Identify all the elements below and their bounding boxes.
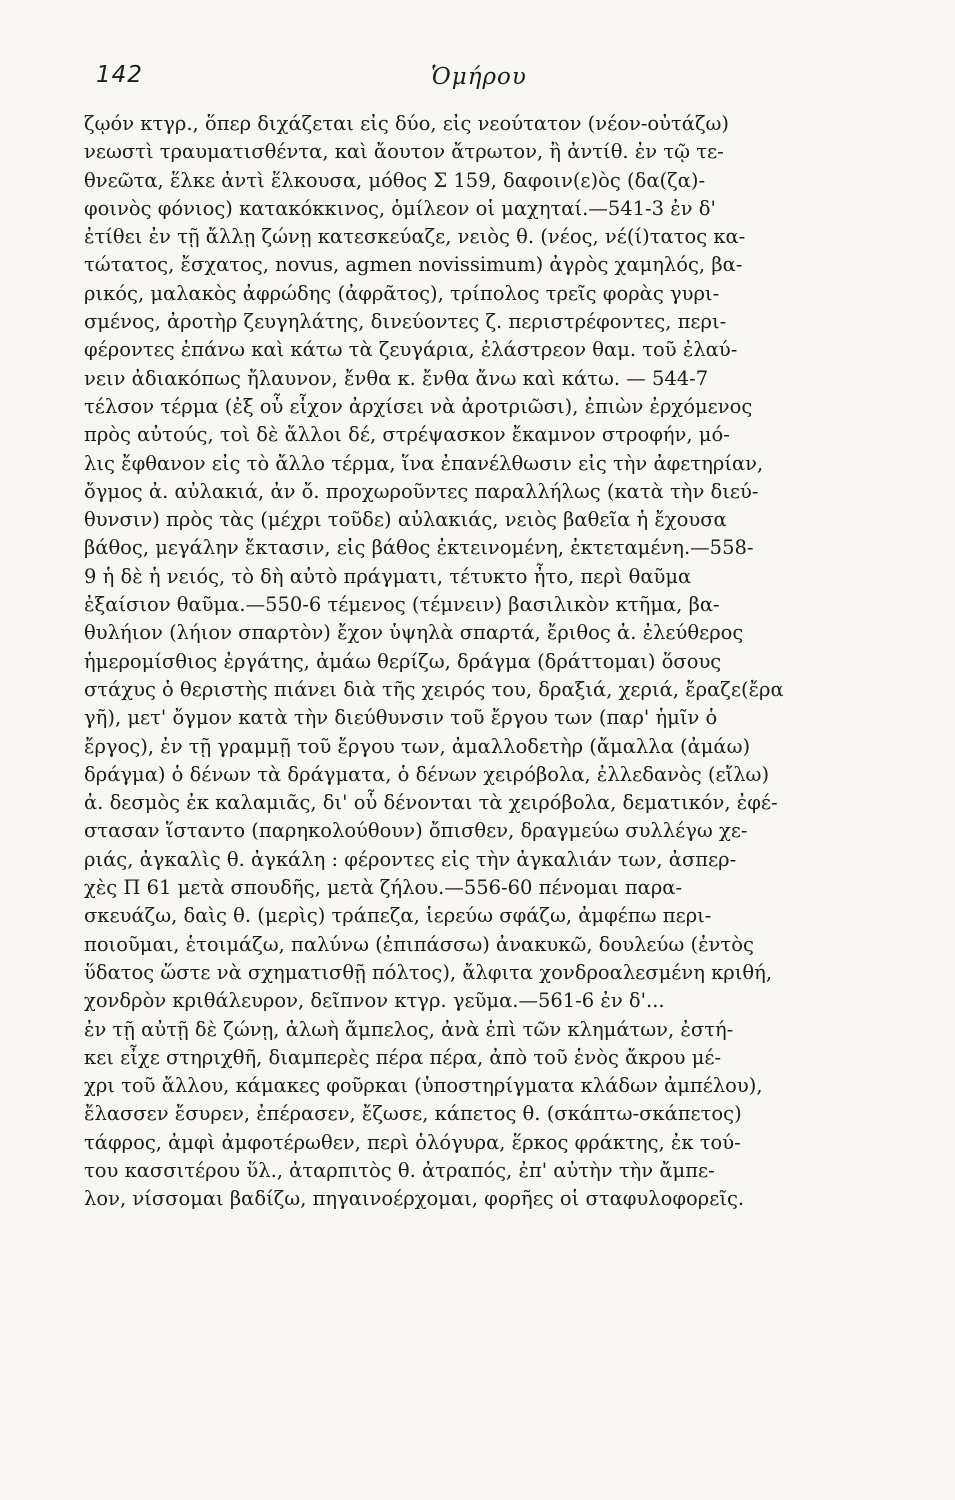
- text-line: ἐτίθει ἐν τῇ ἄλλῃ ζώνῃ κατεσκεύαζε, νειὸς θ. (νέος, νέ(ί)τατος κα-: [84, 225, 746, 249]
- text-line: λις ἔφθανον εἰς τὸ ἄλλο τέρμα, ἵνα ἐπανέλθωσιν εἰς τὴν ἀφετηρίαν,: [84, 451, 764, 475]
- text-line: σκευάζω, δαὶς θ. (μερὶς) τράπεζα, ἱερεύω σφάζω, ἀμφέπω περι-: [84, 904, 712, 928]
- text-line: ἐν τῇ αὐτῇ δὲ ζώνῃ, ἀλωὴ ἄμπελος, ἀνὰ ἐπὶ τῶν κλημάτων, ἐστή-: [84, 1017, 734, 1041]
- text-line: ριάς, ἀγκαλὶς θ. ἀγκάλη : φέροντες εἰς τὴν ἀγκαλιάν των, ἀσπερ-: [84, 847, 737, 871]
- text-line: βάθος, μεγάλην ἔκτασιν, εἰς βάθος ἐκτεινομένη, ἐκτεταμένη.—558-: [84, 536, 754, 560]
- text-line: στάχυς ὁ θεριστὴς πιάνει διὰ τῆς χειρός του, δραξιά, χεριά, ἔραζε(ἔρα: [84, 677, 784, 701]
- text-line: 9 ἡ δὲ ἡ νειός, τὸ δὴ αὐτὸ πράγματι, τέτυκτο ἦτο, περὶ θαῦμα: [84, 564, 692, 588]
- text-line: του κασσιτέρου ὕλ., ἀταρπιτὸς θ. ἀτραπός, ἐπ' αὐτὴν τὴν ἄμπε-: [84, 1158, 715, 1182]
- text-line: κει εἶχε στηριχθῆ, διαμπερὲς πέρα πέρα, ἀπὸ τοῦ ἑνὸς ἄκρου μέ-: [84, 1045, 722, 1069]
- text-line: ἐξαίσιον θαῦμα.—550-6 τέμενος (τέμνειν) βασιλικὸν κτῆμα, βα-: [84, 593, 720, 617]
- page-header: [86, 62, 846, 102]
- commentary-text: [84, 110, 854, 1214]
- text-line: τέλσον τέρμα (ἐξ οὗ εἶχον ἀρχίσει νὰ ἀροτριῶσι), ἐπιὼν ἐρχόμενος: [84, 394, 753, 418]
- text-line: ζῳόν κτγρ., ὅπερ διχάζεται εἰς δύο, εἰς νεούτατον (νέον-οὐτάζω): [84, 112, 730, 135]
- text-line: φοινὸς φόνιος) κατακόκκινος, ὁμίλεον οἱ μαχηταί.—541-3 ἐν δ': [84, 196, 716, 220]
- text-line: χὲς Π 61 μετὰ σπουδῆς, μετὰ ζήλου.—556-60 πένομαι παρα-: [84, 876, 683, 900]
- text-line: ὄγμος ἀ. αὐλακιά, ἀν ὄ. προχωροῦντες παραλλήλως (κατὰ τὴν διεύ-: [84, 479, 759, 503]
- text-line: θυλήιον (λήιον σπαρτὸν) ἔχον ὑψηλὰ σπαρτά, ἔριθος ἀ. ἐλεύθερος: [84, 621, 744, 645]
- text-line: χρι τοῦ ἄλλου, κάμακες φοῦρκαι (ὑποστηρίγματα κλάδων ἀμπέλου),: [84, 1074, 763, 1098]
- text-line: ρικός, μαλακὸς ἀφρώδης (ἀφρᾶτος), τρίπολος τρεῖς φορὰς γυρι-: [84, 281, 720, 305]
- page-number: 142: [96, 62, 143, 88]
- text-line: πρὸς αὐτούς, τοὶ δὲ ἄλλοι δέ, στρέψασκον ἔκαμνον στροφήν, μό-: [84, 423, 730, 447]
- text-line: λον, νίσσομαι βαδίζω, πηγαινοέρχομαι, φορῆες οἱ σταφυλοφορεῖς.: [84, 1187, 745, 1211]
- text-line: ὕδατος ὥστε νὰ σχηματισθῇ πόλτος), ἄλφιτα χονδροαλεσμένη κριθή,: [84, 960, 773, 984]
- text-line: τώτατος, ἔσχατος, novus, agmen novissimum) ἀγρὸς χαμηλός, βα-: [84, 253, 743, 277]
- text-line: ἔργος), ἐν τῇ γραμμῇ τοῦ ἔργου των, ἀμαλλοδετὴρ (ἄμαλλα (ἀμάω): [84, 734, 751, 758]
- text-line: γῆ), μετ' ὄγμον κατὰ τὴν διεύθυνσιν τοῦ ἔργου των (παρ' ἡμῖν ὁ: [84, 706, 718, 730]
- text-line: θνεῶτα, ἕλκε ἀντὶ ἕλκουσα, μόθος Σ 159, δαφοιν(ε)ὸς (δα(ζα)-: [84, 168, 706, 192]
- text-line: τάφρος, ἀμφὶ ἀμφοτέρωθεν, περὶ ὁλόγυρα, ἕρκος φράκτης, ἐκ τού-: [84, 1130, 741, 1154]
- text-line: νειν ἀδιακόπως ἤλαυνον, ἔνθα κ. ἔνθα ἄνω καὶ κάτω. — 544-7: [84, 366, 709, 390]
- text-line: ποιοῦμαι, ἑτοιμάζω, παλύνω (ἐπιπάσσω) ἀνακυκῶ, δουλεύω (ἐντὸς: [84, 932, 754, 956]
- text-line: σμένος, ἀροτὴρ ζευγηλάτης, δινεύοντες ζ. περιστρέφοντες, περι-: [84, 310, 727, 334]
- text-line: ἀ. δεσμὸς ἐκ καλαμιᾶς, δι' οὗ δένονται τὰ χειρόβολα, δεματικόν, ἐφέ-: [84, 791, 778, 815]
- text-line: ἡμερομίσθιος ἐργάτης, ἀμάω θερίζω, δράγμα (δράττομαι) ὅσους: [84, 649, 722, 673]
- text-line: φέροντες ἐπάνω καὶ κάτω τὰ ζευγάρια, ἐλάστρεον θαμ. τοῦ ἐλαύ-: [84, 338, 738, 362]
- text-line: νεωστὶ τραυματισθέντα, καὶ ἄουτον ἄτρωτον, ἢ ἀντίθ. ἐν τῷ τε-: [84, 140, 724, 164]
- text-line: θυνσιν) πρὸς τὰς (μέχρι τοῦδε) αὐλακιάς, νειὸς βαθεῖα ἡ ἔχουσα: [84, 508, 727, 532]
- text-line: στασαν ἵσταντο (παρηκολούθουν) ὄπισθεν, δραγμεύω συλλέγω χε-: [84, 819, 748, 843]
- text-line: ἔλασσεν ἔσυρεν, ἐπέρασεν, ἔζωσε, κάπετος θ. (σκάπτω-σκάπετος): [84, 1102, 742, 1126]
- text-line: δράγμα) ὁ δένων τὰ δράγματα, ὁ δένων χειρόβολα, ἐλλεδανὸς (εἴλω): [84, 762, 770, 786]
- running-title: Ὁμήρου: [431, 64, 527, 90]
- text-line: χονδρὸν κριθάλευρον, δεῖπνον κτγρ. γεῦμα.—561-6 ἐν δ'...: [84, 989, 665, 1013]
